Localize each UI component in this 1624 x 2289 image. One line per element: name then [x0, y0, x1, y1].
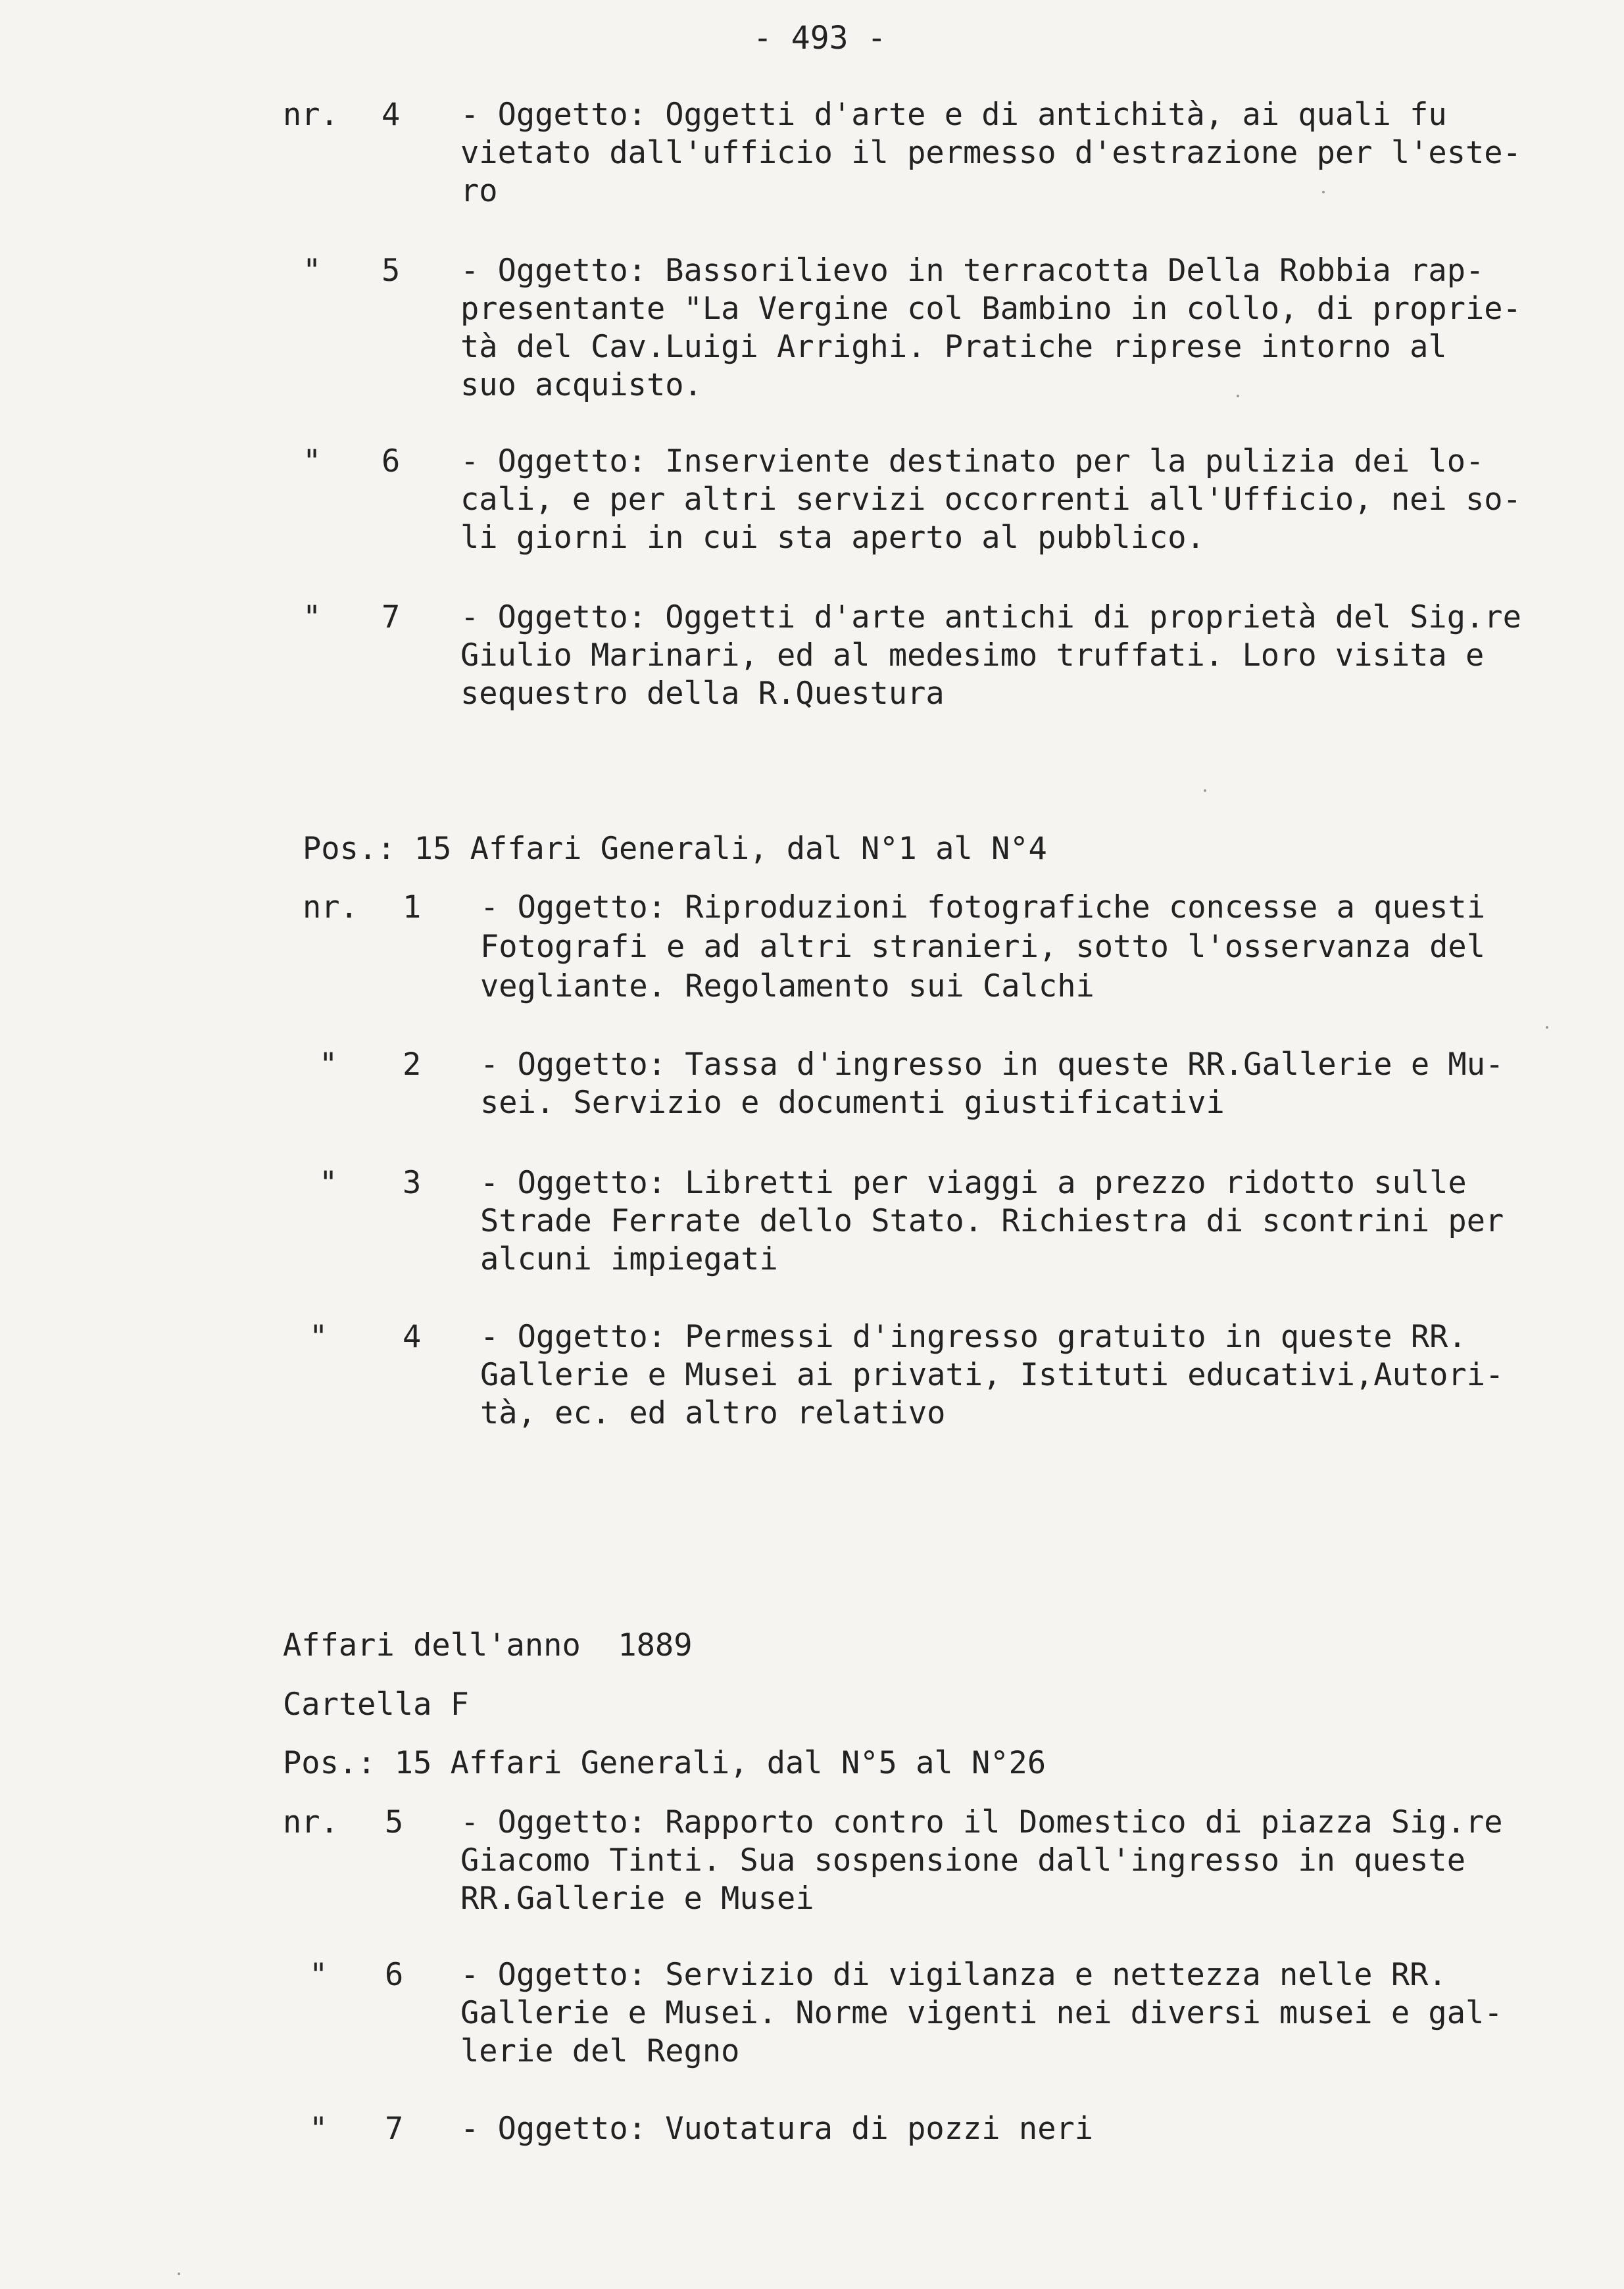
ditto-mark: ": [309, 2111, 328, 2147]
entry-line: - Oggetto: Bassorilievo in terracotta Della Robbia rap-: [460, 253, 1485, 289]
entry-number: 4: [381, 97, 401, 133]
entry-label: nr.: [283, 1804, 339, 1840]
scan-speck: [178, 2273, 180, 2275]
entry-line: - Oggetto: Permessi d'ingresso gratuito in queste RR.: [480, 1319, 1467, 1355]
ditto-mark: ": [309, 1319, 328, 1355]
entry-number: 7: [381, 599, 401, 635]
entry-line: - Oggetto: Libretti per viaggi a prezzo ridotto sulle: [480, 1165, 1467, 1201]
entry-number: 3: [403, 1165, 422, 1201]
ditto-mark: ": [303, 253, 322, 289]
entry-line: vietato dall'ufficio il permesso d'estrazione per l'este-: [460, 135, 1521, 171]
entry-line: RR.Gallerie e Musei: [460, 1881, 814, 1917]
entry-line: Giacomo Tinti. Sua sospensione dall'ingresso in queste: [460, 1842, 1466, 1879]
entry-line: li giorni in cui sta aperto al pubblico.: [460, 520, 1205, 556]
entry-line: alcuni impiegati: [480, 1241, 778, 1277]
entry-number: 6: [385, 1957, 404, 1993]
entry-line: tà del Cav.Luigi Arrighi. Pratiche riprese intorno al: [460, 329, 1447, 365]
ditto-mark: ": [303, 443, 322, 480]
year-header: Affari dell'anno 1889: [283, 1627, 693, 1663]
cartella-header: Cartella F: [283, 1686, 469, 1723]
entry-line: - Oggetto: Tassa d'ingresso in queste RR.Gallerie e Mu-: [480, 1046, 1504, 1083]
entry-label: nr.: [303, 889, 358, 925]
entry-line: vegliante. Regolamento sui Calchi: [480, 968, 1095, 1004]
position-header: Pos.: 15 Affari Generali, dal N°5 al N°26: [283, 1745, 1046, 1781]
entry-line: - Oggetto: Vuotatura di pozzi neri: [460, 2111, 1094, 2147]
entry-line: - Oggetto: Oggetti d'arte e di antichità, ai quali fu: [460, 97, 1447, 133]
entry-line: - Oggetto: Rapporto contro il Domestico di piazza Sig.re: [460, 1804, 1503, 1840]
entry-line: Gallerie e Musei. Norme vigenti nei diversi musei e gal-: [460, 1995, 1503, 2031]
entry-label: nr.: [283, 97, 339, 133]
entry-number: 2: [403, 1046, 422, 1083]
entry-line: Fotografi e ad altri stranieri, sotto l'osservanza del: [480, 929, 1486, 965]
entry-line: Gallerie e Musei ai privati, Istituti educativi,Autori-: [480, 1357, 1504, 1393]
entry-line: Giulio Marinari, ed al medesimo truffati. Loro visita e: [460, 637, 1485, 674]
entry-line: Strade Ferrate dello Stato. Richiestra di scontrini per: [480, 1203, 1504, 1239]
entry-line: presentante "La Vergine col Bambino in collo, di proprie-: [460, 291, 1521, 327]
entry-number: 7: [385, 2111, 404, 2147]
scan-speck: [1322, 191, 1325, 193]
scan-speck: [1546, 1026, 1548, 1029]
entry-number: 5: [381, 253, 401, 289]
entry-number: 6: [381, 443, 401, 480]
entry-line: - Oggetto: Riproduzioni fotografiche concesse a questi: [480, 889, 1486, 925]
entry-line: lerie del Regno: [460, 2033, 740, 2069]
entry-line: ro: [460, 173, 498, 209]
entry-line: suo acquisto.: [460, 367, 702, 403]
ditto-mark: ": [309, 1957, 328, 1993]
ditto-mark: ": [319, 1165, 338, 1201]
entry-number: 1: [403, 889, 422, 925]
entry-line: sei. Servizio e documenti giustificativi: [480, 1085, 1225, 1121]
ditto-mark: ": [303, 599, 322, 635]
entry-line: - Oggetto: Oggetti d'arte antichi di proprietà del Sig.re: [460, 599, 1521, 635]
entry-number: 4: [403, 1319, 422, 1355]
position-header: Pos.: 15 Affari Generali, dal N°1 al N°4: [303, 831, 1047, 867]
page-number: - 493 -: [753, 20, 887, 57]
ditto-mark: ": [319, 1046, 338, 1083]
scan-speck: [1237, 395, 1239, 397]
entry-line: - Oggetto: Servizio di vigilanza e nettezza nelle RR.: [460, 1957, 1447, 1993]
scan-speck: [1204, 789, 1206, 792]
entry-line: cali, e per altri servizi occorrenti all'Ufficio, nei so-: [460, 481, 1521, 518]
entry-line: tà, ec. ed altro relativo: [480, 1395, 946, 1431]
entry-line: - Oggetto: Inserviente destinato per la pulizia dei lo-: [460, 443, 1485, 480]
entry-number: 5: [385, 1804, 404, 1840]
entry-line: sequestro della R.Questura: [460, 676, 945, 712]
